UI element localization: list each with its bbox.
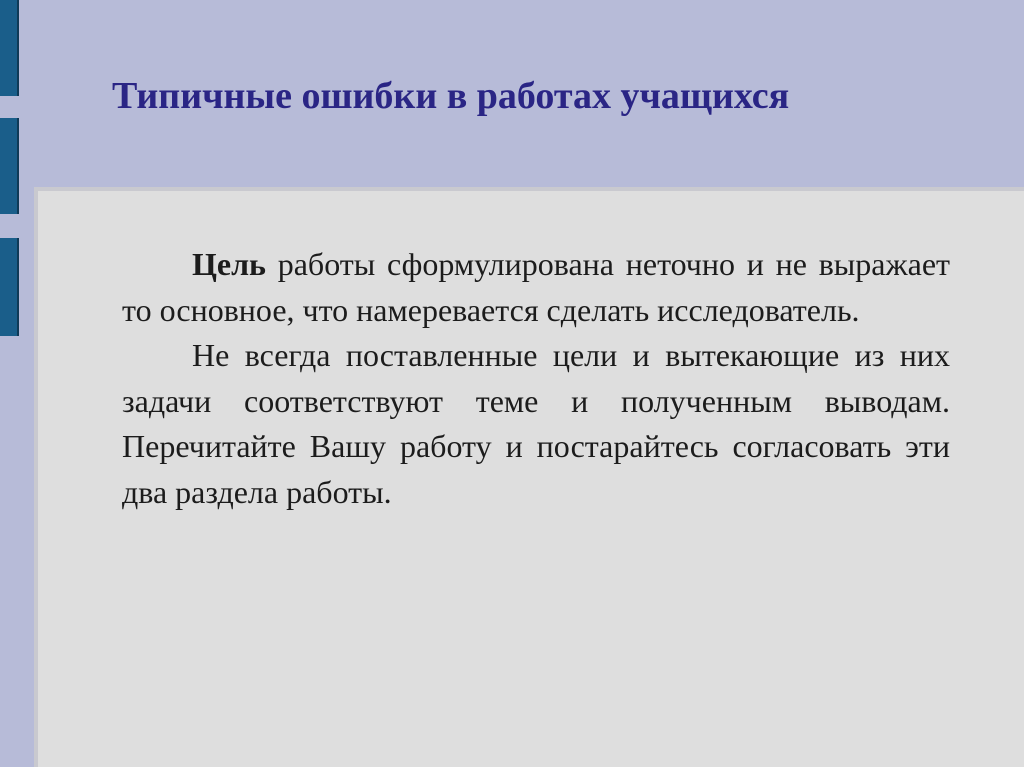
side-accent-bar-bottom: [0, 238, 19, 336]
paragraph-goal: [122, 242, 950, 333]
paragraph-advice: Не всегда поставленные цели и вытекающие из них задачи соответствуют теме и полученным выводам. Перечитайте Вашу работу и постарайтесь согласовать эти два раздела работы.: [122, 337, 950, 510]
paragraph-goal-text: работы сформулирована неточно и не выражает то основное, что намеревается сделать исследователь.: [122, 246, 950, 328]
slide-body: [122, 242, 950, 515]
paragraph-goal-lead: Цель: [192, 246, 266, 282]
side-accent-bar-top: [0, 0, 19, 96]
side-accent-bar-middle: [0, 118, 19, 214]
slide-title: Типичные ошибки в работах учащихся: [112, 75, 790, 117]
